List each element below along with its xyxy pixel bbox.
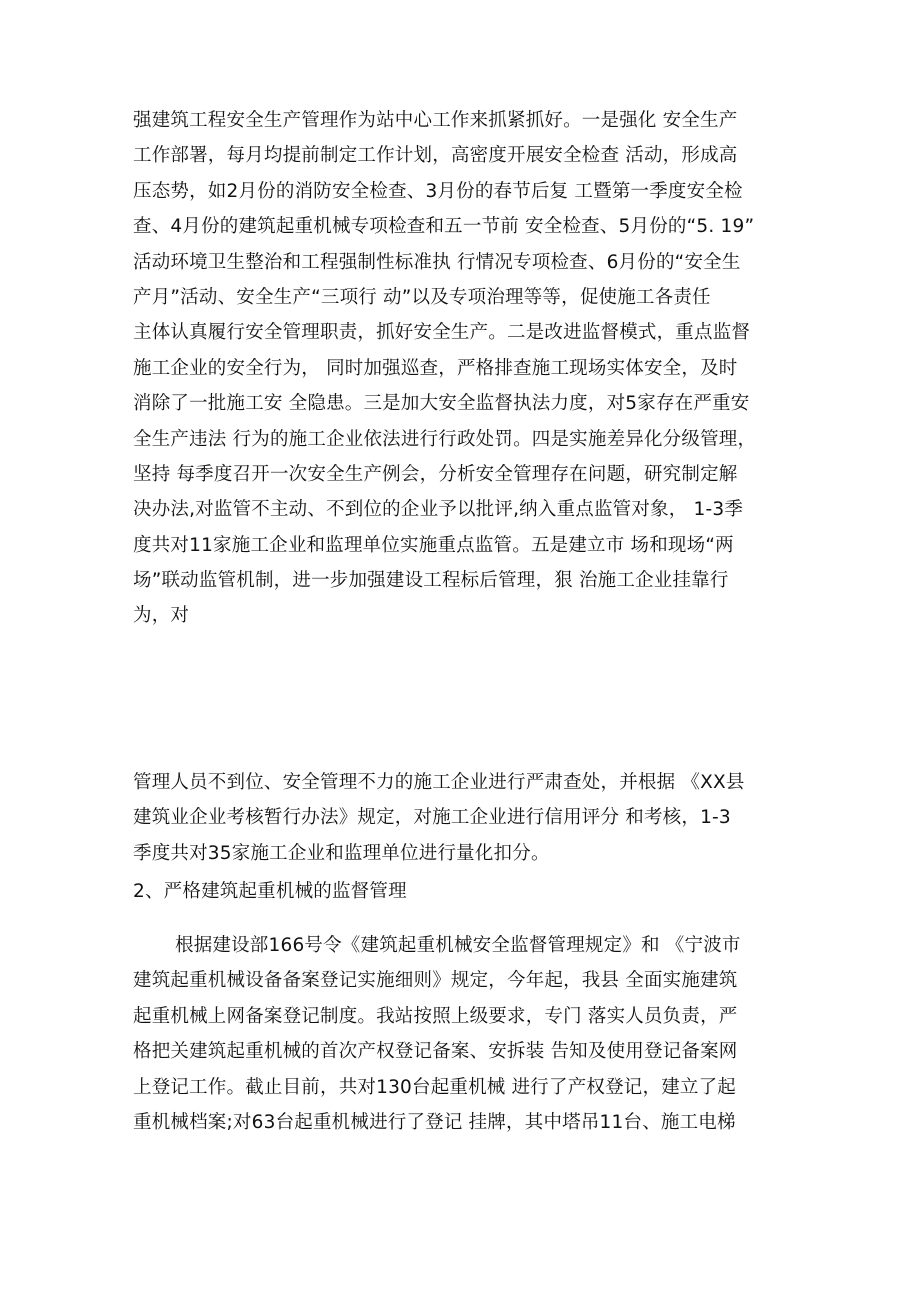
text-line: 重机械档案;对63台起重机械进行了登记 挂牌，其中塔吊11台、施工电梯 [133, 1111, 736, 1133]
text-line: 工作部署，每月均提前制定工作计划，高密度开展安全检查 活动，形成高 [133, 145, 738, 167]
text-line: 消除了一批施工安 全隐患。三是加大安全监督执法力度，对5家存在严重安 [133, 393, 750, 415]
text-line: 格把关建筑起重机械的首次产权登记备案、安拆装 告知及使用登记备案网 [133, 1041, 738, 1063]
text-line: 上登记工作。截止目前，共对130台起重机械 进行了产权登记，建立了起 [133, 1076, 736, 1098]
text-line: 压态势，如2月份的消防安全检查、3月份的春节后复 工暨第一季度安全检 [133, 180, 743, 202]
section-heading-text: 2、严格建筑起重机械的监督管理 [133, 881, 407, 902]
text-line: 决办法,对监管不主动、不到位的企业予以批评,纳入重点监管对象， 1-3季 [133, 499, 744, 521]
text-line: 建筑业企业考核暂行办法》规定，对施工企业进行信用评分 和考核，1-3 [133, 807, 731, 829]
text-line: 查、4月份的建筑起重机械专项检查和五一节前 安全检查、5月份的“5. 19” [133, 216, 755, 238]
text-line: 度共对11家施工企业和监理单位实施重点监管。五是建立市 场和现场“两 [133, 534, 734, 556]
text-line: 全生产违法 行为的施工企业依法进行行政处罚。四是实施差异化分级管理， [133, 428, 757, 450]
text-line: 起重机械上网备案登记制度。我站按照上级要求，专门 落实人员负责，严 [133, 1005, 738, 1027]
text-line: 场”联动监管机制，进一步加强建设工程标后管理，狠 治施工企业挂靠行 [133, 570, 729, 592]
paragraph-safety-management [133, 103, 803, 634]
text-line: 强建筑工程安全生产管理作为站中心工作来抓紧抓好。一是强化 安全生产 [133, 110, 738, 131]
text-line: 季度共对35家施工企业和监理单位进行量化扣分。 [133, 842, 550, 864]
paragraph-credit-evaluation [133, 765, 803, 871]
paragraph-crane-supervision [133, 928, 803, 1140]
text-line: 施工企业的安全行为， 同时加强巡查，严格排查施工现场实体安全，及时 [133, 357, 738, 379]
text-line: 产月”活动、安全生产“三项行 动”以及专项治理等等，促使施工各责任 [133, 286, 711, 308]
text-line: 管理人员不到位、安全管理不力的施工企业进行严肃查处，并根据 《XX县 [133, 772, 745, 793]
text-line: 主体认真履行安全管理职责，抓好安全生产。二是改进监督模式，重点监督 [133, 322, 751, 344]
text-line: 为，对 [133, 605, 190, 627]
section-heading [133, 874, 803, 909]
text-line: 建筑起重机械设备备案登记实施细则》规定，今年起，我县 全面实施建筑 [133, 970, 738, 992]
text-line: 坚持 每季度召开一次安全生产例会，分析安全管理存在问题，研究制定解 [133, 463, 738, 485]
text-line: 活动环境卫生整治和工程强制性标准执 行情况专项检查、6月份的“安全生 [133, 251, 741, 273]
text-line: 根据建设部166号令《建筑起重机械安全监督管理规定》和 《宁波市 [175, 935, 741, 956]
